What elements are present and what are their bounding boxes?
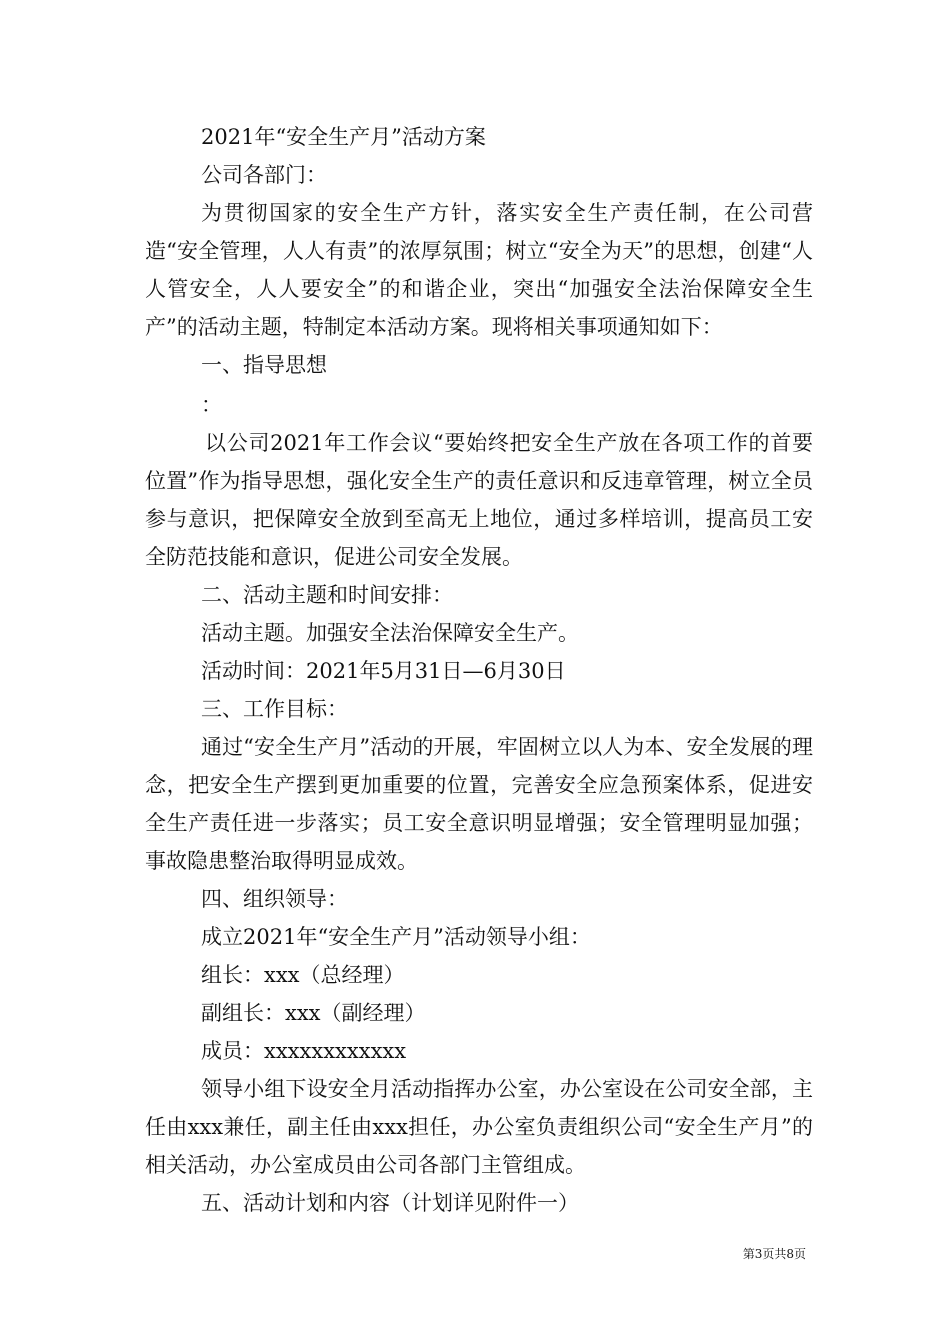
section-2-heading: 二、活动主题和时间安排： [201, 583, 453, 607]
section-1-body: 以公司2021年工作会议“要始终把安全生产放在各项工作的首要位置”作为指导思想，强化安全生产的责任意识和反违章管理，树立全员参与意识，把保障安全放到至高无上地位，通过多样培训，提高员工安全防范技能和意识，促进公司安全发展。 [145, 431, 813, 569]
section-4-members: 成员：xxxxxxxxxxxx [201, 1039, 407, 1063]
section-4-heading: 四、组织领导： [201, 887, 348, 911]
section-4-deputy: 副组长：xxx（副经理） [201, 1001, 426, 1025]
section-4-group: 成立2021年“安全生产月”活动领导小组： [201, 925, 591, 949]
document-body [145, 118, 813, 1222]
section-1-colon: ： [201, 393, 222, 417]
section-2-theme: 活动主题。加强安全法治保障安全生产。 [201, 621, 579, 645]
section-4-leader: 组长：xxx（总经理） [201, 963, 405, 987]
page-number: 第3页共8页 [742, 1247, 806, 1261]
document-title: 2021年“安全生产月”活动方案 [201, 125, 486, 149]
section-3-heading: 三、工作目标： [201, 697, 348, 721]
section-1-heading: 一、指导思想 [201, 353, 327, 377]
section-2-time: 活动时间：2021年5月31日—6月30日 [201, 659, 566, 683]
section-3-body: 通过“安全生产月”活动的开展，牢固树立以人为本、安全发展的理念，把安全生产摆到更加重要的位置，完善安全应急预案体系，促进安全生产责任进一步落实；员工安全意识明显增强；安全管理明显加强；事故隐患整治取得明显成效。 [145, 735, 813, 873]
salutation: 公司各部门： [201, 163, 327, 187]
section-4-office: 领导小组下设安全月活动指挥办公室，办公室设在公司安全部，主任由xxx兼任，副主任由xxx担任，办公室负责组织公司“安全生产月”的相关活动，办公室成员由公司各部门主管组成。 [145, 1077, 813, 1177]
intro-paragraph: 为贯彻国家的安全生产方针，落实安全生产责任制，在公司营造“安全管理，人人有责”的浓厚氛围；树立“安全为天”的思想，创建“人人管安全，人人要安全”的和谐企业，突出“加强安全法治保障安全生产”的活动主题，特制定本活动方案。现将相关事项通知如下： [145, 201, 813, 339]
section-5-heading: 五、活动计划和内容（计划详见附件一） [201, 1191, 579, 1215]
